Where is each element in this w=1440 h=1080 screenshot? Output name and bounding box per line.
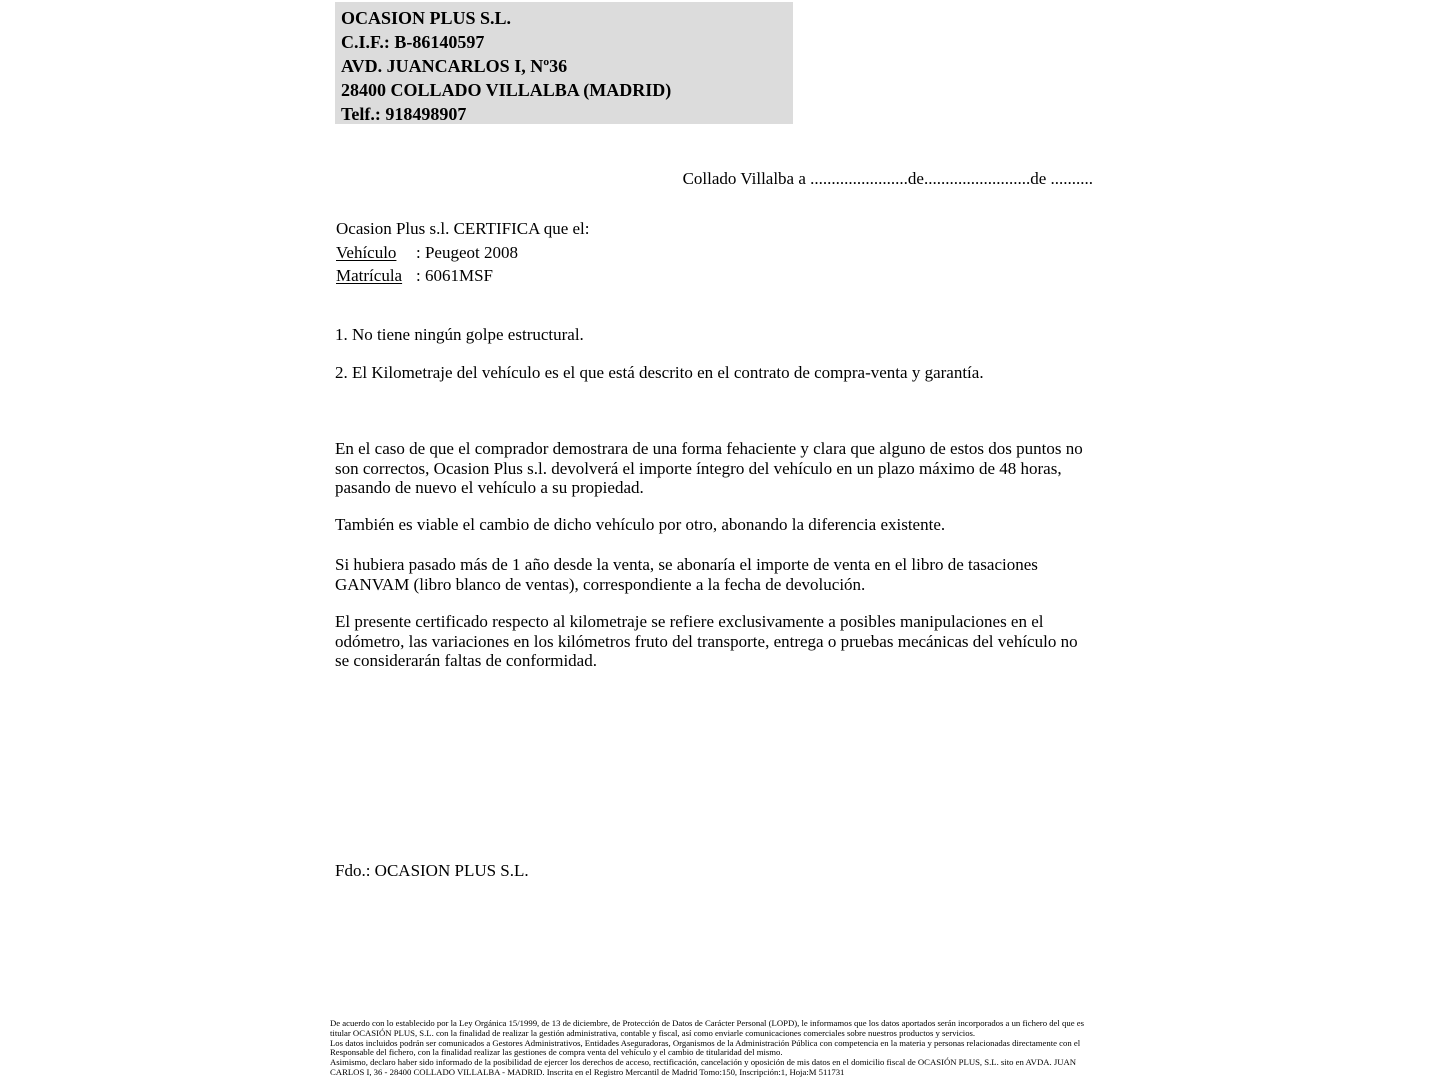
legal-paragraph-data-sharing: Los datos incluidos podrán ser comunicados a Gestores Administrativos, Entidades Aseguradoras, Organismos de la Administración Pública con competencia en la materia y personas relacionadas directamente con el Responsable del fichero, con la finalidad realizar las gestiones de compra venta del vehículo y el cambio de titularidad del mismo. <box>330 1037 1081 1058</box>
paragraph-ganvam-valuation: Si hubiera pasado más de 1 año desde la venta, se abonaría el importe de venta en el libro de tasaciones GANVAM (libro blanco de ventas), correspondiente a la fecha de devolución. <box>335 555 1038 594</box>
legal-paragraph-lopd: De acuerdo con lo establecido por la Ley Orgánica 15/1999, de 13 de diciembre, de Protección de Datos de Carácter Personal (LOPD), le informamos que los datos aportados serán incorporados a un fichero del que es titular OCASIÓN PLUS, S.L. con la finalidad de realizar la gestión administrativa, contable y fiscal, así como enviarle comunicaciones comerciales sobre nuestros productos y servicios. <box>330 1018 1084 1038</box>
company-name: OCASION PLUS S.L. <box>341 8 512 28</box>
signature-line: Fdo.: OCASION PLUS S.L. <box>335 861 529 880</box>
plate-line <box>336 264 896 288</box>
paragraph-refund-terms: En el caso de que el comprador demostrara de una forma fehaciente y clara que alguno de estos dos puntos no son correctos, Ocasion Plus s.l. devolverá el importe íntegro del vehículo en un plazo máximo de 48 horas, pasando de nuevo el vehículo a su propiedad. <box>335 439 1083 497</box>
certified-point-1: 1. No tiene ningún golpe estructural. <box>335 325 584 344</box>
paragraph-exchange-option: También es viable el cambio de dicho vehículo por otro, abonando la diferencia existente. <box>335 515 946 534</box>
plate-label: Matrícula <box>336 266 403 285</box>
vehicle-line <box>336 241 896 265</box>
certification-block <box>336 217 896 288</box>
company-address: AVD. JUANCARLOS I, Nº36 <box>341 56 568 76</box>
legal-paragraph-rights: Asimismo, declaro haber sido informado de la posibilidad de ejercer los derechos de acceso, rectificación, cancelación y oposición de mis datos en el domicilio fiscal de OCASIÓN PLUS, S.L. sito en AVDA. JUAN CARLOS I, 36 - 28400 COLLADO VILLALBA - MADRID. Inscrita en el Registro Mercantil de Madrid Tomo:150, Inscripción:1, Hoja:M 511731 <box>330 1057 1077 1077</box>
company-letterhead <box>335 2 793 124</box>
plate-value: : 6061MSF <box>416 266 493 285</box>
vehicle-label: Vehículo <box>336 242 397 262</box>
vehicle-value: : Peugeot 2008 <box>416 242 518 262</box>
company-phone: Telf.: 918498907 <box>341 104 467 124</box>
company-city: 28400 COLLADO VILLALBA (MADRID) <box>341 80 672 100</box>
paragraph-odometer-scope: El presente certificado respecto al kilometraje se refiere exclusivamente a posibles manipulaciones en el odómetro, las variaciones en los kilómetros fruto del transporte, entrega o pruebas mecánicas del vehículo no se considerarán faltas de conformidad. <box>335 612 1078 670</box>
date-fill-in-line: Collado Villalba a .......................de.........................de .......... <box>682 169 1093 188</box>
certified-point-2: 2. El Kilometraje del vehículo es el que está descrito en el contrato de compra-venta y garantía. <box>335 363 984 382</box>
legal-fine-print <box>330 1019 1102 1078</box>
certifies-intro: Ocasion Plus s.l. CERTIFICA que el: <box>336 219 590 238</box>
company-cif: C.I.F.: B-86140597 <box>341 32 485 52</box>
